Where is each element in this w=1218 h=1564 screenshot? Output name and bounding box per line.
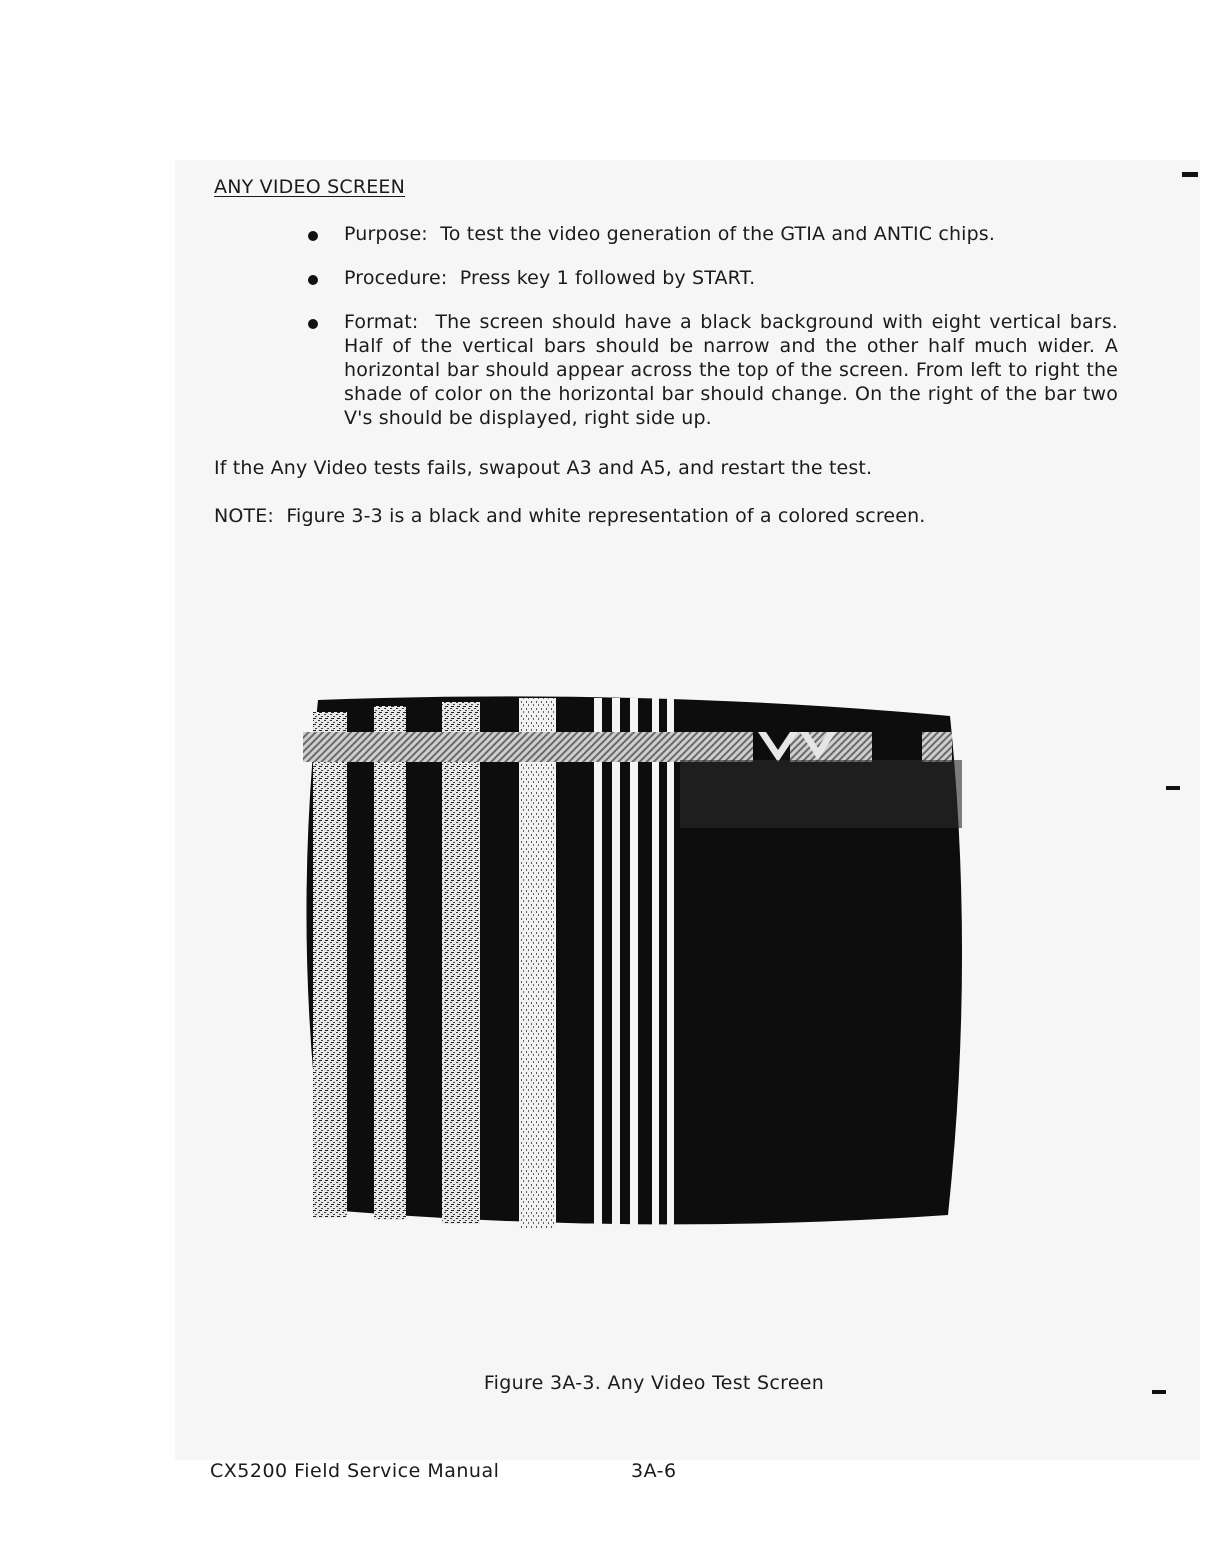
scan-mark bbox=[1166, 786, 1180, 790]
bullet-dot-icon bbox=[308, 231, 318, 241]
bullet-label: Procedure: bbox=[344, 267, 448, 289]
section-heading: ANY VIDEO SCREEN bbox=[214, 176, 406, 198]
figure-caption: Figure 3A-3. Any Video Test Screen bbox=[483, 1372, 825, 1394]
note-label: NOTE: bbox=[214, 505, 274, 527]
note-paragraph bbox=[214, 504, 925, 528]
scan-mark bbox=[1152, 1390, 1166, 1394]
bullet-label: Format: bbox=[344, 311, 419, 333]
bullet-label: Purpose: bbox=[344, 223, 428, 245]
bullet-purpose bbox=[306, 222, 1118, 246]
bullet-dot-icon bbox=[308, 275, 318, 285]
bullet-dot-icon bbox=[308, 319, 318, 329]
bullet-text: To test the video generation of the GTIA and ANTIC chips. bbox=[440, 223, 996, 245]
scan-mark bbox=[1182, 172, 1198, 177]
bullet-procedure bbox=[306, 266, 1118, 290]
bullet-list bbox=[306, 222, 1118, 450]
bullet-text: The screen should have a black background with eight vertical bars. Half of the vertical bars should be narrow and the other half much wider. A horizontal bar should appear across the top of the screen. From left to right the shade of color on the horizontal bar should change. On the right of the bar two V's should be displayed, right side up. bbox=[344, 311, 1118, 429]
instruction-paragraph: If the Any Video tests fails, swapout A3 and A5, and restart the test. bbox=[214, 457, 873, 479]
bullet-text: Press key 1 followed by START. bbox=[459, 267, 756, 289]
footer-page-number: 3A-6 bbox=[631, 1460, 677, 1482]
note-text: Figure 3-3 is a black and white representation of a colored screen. bbox=[286, 505, 926, 527]
bullet-format bbox=[306, 310, 1118, 430]
footer-manual-title: CX5200 Field Service Manual bbox=[210, 1460, 500, 1482]
